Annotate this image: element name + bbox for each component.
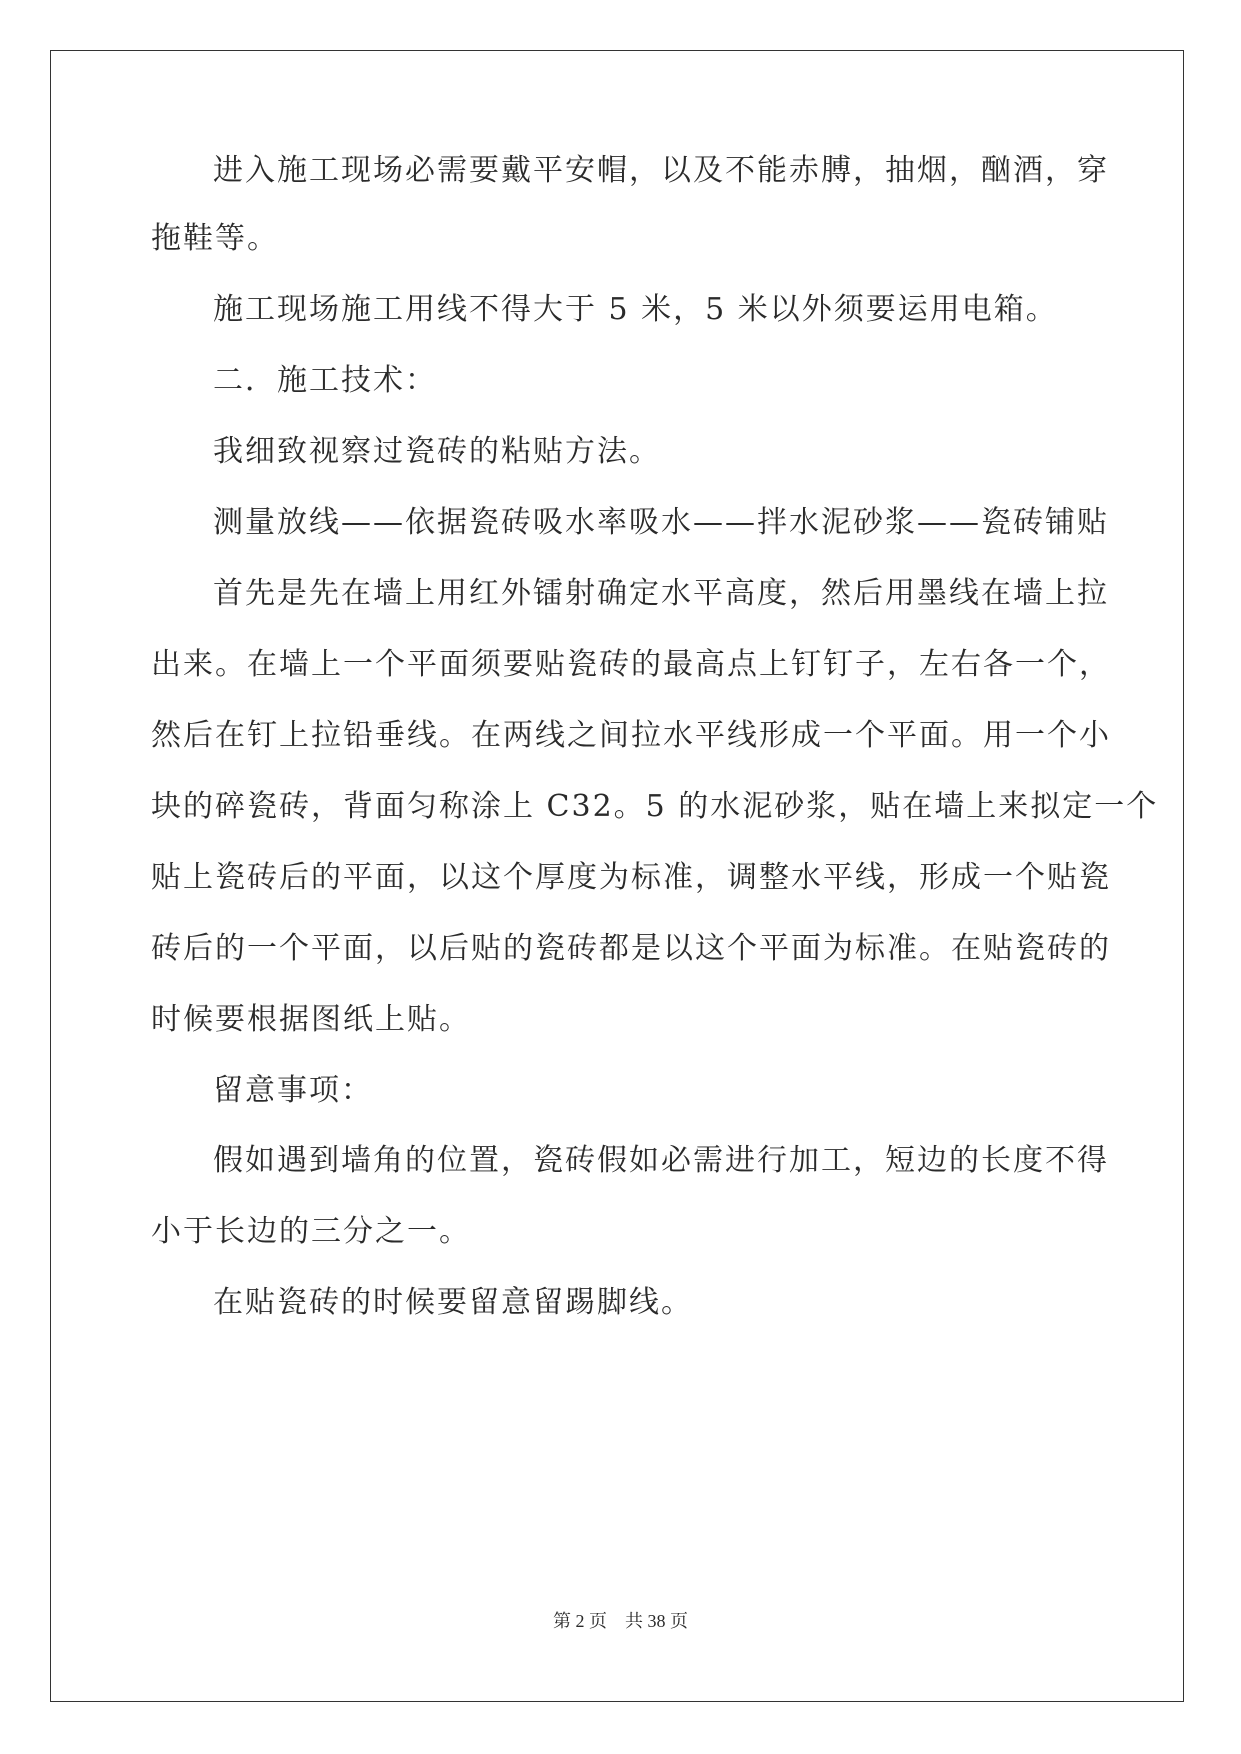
text-line: 时候要根据图纸上贴。 <box>151 1002 471 1037</box>
section-heading: 留意事项： <box>213 1073 373 1108</box>
page-number: 第 2 页 共 38 页 <box>553 1611 688 1631</box>
text-line: 测量放线——依据瓷砖吸水率吸水——拌水泥砂浆——瓷砖铺贴 <box>213 505 1109 540</box>
text-line: 首先是先在墙上用红外镭射确定水平高度，然后用墨线在墙上拉 <box>213 576 1109 611</box>
text-line: 拖鞋等。 <box>151 221 279 256</box>
text-line: 出来。在墙上一个平面须要贴瓷砖的最高点上钉钉子，左右各一个， <box>151 647 1111 682</box>
text-line: 我细致视察过瓷砖的粘贴方法。 <box>213 434 661 469</box>
text-line: 然后在钉上拉铅垂线。在两线之间拉水平线形成一个平面。用一个小 <box>151 718 1111 753</box>
text-line: 砖后的一个平面，以后贴的瓷砖都是以这个平面为标准。在贴瓷砖的 <box>151 931 1111 966</box>
text-line: 块的碎瓷砖，背面匀称涂上 C32。5 的水泥砂浆，贴在墙上来拟定一个 <box>151 789 1159 824</box>
text-line: 进入施工现场必需要戴平安帽，以及不能赤膊，抽烟，酗酒，穿 <box>213 153 1109 188</box>
text-line: 在贴瓷砖的时候要留意留踢脚线。 <box>213 1285 693 1320</box>
text-line: 施工现场施工用线不得大于 5 米，5 米以外须要运用电箱。 <box>213 292 1058 327</box>
section-heading: 二．施工技术： <box>213 363 437 398</box>
text-line: 小于长边的三分之一。 <box>151 1214 471 1249</box>
text-line: 贴上瓷砖后的平面，以这个厚度为标准，调整水平线，形成一个贴瓷 <box>151 860 1111 895</box>
text-line: 假如遇到墙角的位置，瓷砖假如必需进行加工，短边的长度不得 <box>213 1143 1109 1178</box>
